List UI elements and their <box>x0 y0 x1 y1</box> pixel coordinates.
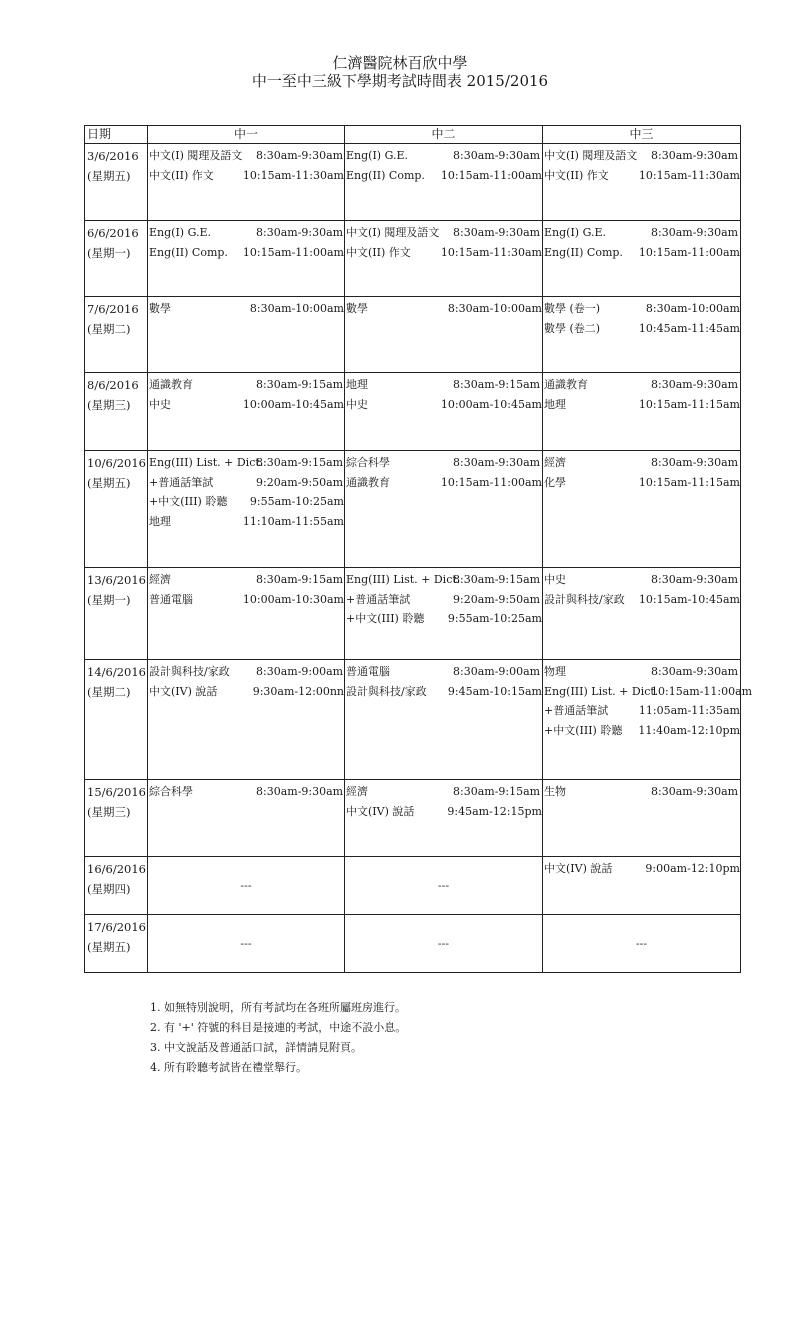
exam-subject: Eng(I) G.E. <box>544 226 606 239</box>
exam-time: 8:30am-9:30am <box>651 456 739 469</box>
exam-weekday: (星期一) <box>87 246 131 260</box>
exam-time: 10:00am-10:45am <box>440 397 542 411</box>
exam-subject: +中文(III) 聆聽 <box>346 612 425 625</box>
exam-subject: Eng(III) List. + Dict. <box>544 684 659 698</box>
date-cell <box>85 660 148 780</box>
schedule-cell <box>345 144 543 221</box>
exam-date: 6/6/2016 <box>87 226 139 240</box>
exam-entry <box>149 473 344 493</box>
date-cell <box>85 221 148 297</box>
empty-cell: --- <box>543 915 741 973</box>
exam-weekday: (星期五) <box>87 940 131 954</box>
schedule-cell <box>543 857 741 915</box>
exam-list <box>543 221 740 262</box>
schedule-cell <box>345 568 543 660</box>
note-item: 4. 所有聆聽考試皆在禮堂舉行。 <box>150 1061 307 1074</box>
exam-time: 10:15am-11:30am <box>242 168 344 182</box>
exam-entry <box>346 802 542 822</box>
exam-subject: Eng(III) List. + Dict. <box>149 456 264 469</box>
exam-time: 10:15am-10:45am <box>638 592 740 606</box>
exam-subject: 通識教育 <box>544 378 588 391</box>
exam-entry <box>149 395 344 415</box>
empty-cell: --- <box>345 857 543 915</box>
exam-time: 10:15am-11:00am <box>440 168 542 182</box>
note-item: 2. 有 '+' 符號的科目是接連的考試，中途不設小息。 <box>150 1021 407 1034</box>
exam-list <box>148 660 344 701</box>
exam-time: 8:30am-9:15am <box>453 378 541 391</box>
exam-subject: 中史 <box>149 397 171 411</box>
exam-time: 8:30am-9:15am <box>453 785 541 798</box>
exam-subject: 中文(II) 作文 <box>346 245 411 259</box>
exam-time: 8:30am-10:00am <box>249 302 344 315</box>
exam-weekday: (星期四) <box>87 882 131 896</box>
exam-subject: 數學 (卷二) <box>544 321 601 335</box>
exam-entry <box>346 662 542 682</box>
exam-subject: 通識教育 <box>346 475 390 489</box>
exam-entry <box>149 146 344 166</box>
exam-entry <box>149 682 344 702</box>
schedule-cell <box>345 660 543 780</box>
exam-time: 8:30am-9:30am <box>651 226 739 239</box>
exam-subject: Eng(II) Comp. <box>149 245 228 259</box>
schedule-cell <box>148 373 345 451</box>
date-cell <box>85 451 148 568</box>
exam-list <box>345 568 542 629</box>
exam-subject: 數學 (卷一) <box>544 302 601 315</box>
exam-time: 10:15am-11:00am <box>440 475 542 489</box>
schedule-cell <box>543 568 741 660</box>
exam-time: 8:30am-9:15am <box>453 573 541 586</box>
exam-weekday: (星期一) <box>87 593 131 607</box>
exam-subject: 中文(IV) 說話 <box>149 684 218 698</box>
exam-time: 9:55am-10:25am <box>447 612 542 625</box>
exam-list <box>543 297 740 338</box>
schedule-cell <box>148 451 345 568</box>
note-item: 3. 中文說話及普通話口試，詳情請見附頁。 <box>150 1041 362 1054</box>
exam-entry <box>149 299 344 319</box>
schedule-cell <box>345 451 543 568</box>
date-cell <box>85 373 148 451</box>
exam-subject: 地理 <box>149 514 171 528</box>
exam-weekday: (星期三) <box>87 398 131 412</box>
exam-entry <box>544 682 753 702</box>
header-date: 日期 <box>85 126 148 144</box>
note-item: 1. 如無特別說明，所有考試均在各班所屬班房進行。 <box>150 1001 406 1014</box>
schedule-cell <box>148 297 345 373</box>
date-cell <box>85 144 148 221</box>
exam-list <box>345 144 542 185</box>
exam-entry <box>544 473 740 493</box>
exam-entry <box>346 453 542 473</box>
exam-subject: 數學 <box>346 302 368 315</box>
timetable-row <box>85 568 741 660</box>
exam-subject: 中文(IV) 說話 <box>346 804 415 818</box>
exam-list <box>148 297 344 319</box>
date-cell <box>85 857 148 915</box>
exam-time: 8:30am-9:30am <box>651 665 739 678</box>
exam-entry <box>346 473 542 493</box>
exam-entry <box>544 243 740 263</box>
exam-entry <box>544 395 740 415</box>
exam-subject: 普通電腦 <box>346 665 390 678</box>
timetable-row <box>85 915 741 973</box>
exam-subject: 普通電腦 <box>149 592 193 606</box>
exam-time: 11:05am-11:35am <box>638 704 740 717</box>
exam-subject: Eng(II) Comp. <box>544 245 623 259</box>
schedule-cell <box>345 373 543 451</box>
schedule-cell <box>148 144 345 221</box>
timetable-body <box>85 144 753 973</box>
exam-entry <box>544 701 740 721</box>
exam-list <box>148 780 344 802</box>
header-form2: 中二 <box>345 126 543 144</box>
exam-list <box>148 568 344 609</box>
exam-subject: Eng(III) List. + Dict. <box>346 573 461 586</box>
exam-time: 8:30am-9:15am <box>256 573 344 586</box>
schedule-cell <box>543 144 741 221</box>
exam-time: 8:30am-9:00am <box>453 665 541 678</box>
exam-time: 8:30am-9:30am <box>651 785 739 798</box>
exam-entry <box>544 570 740 590</box>
exam-time: 10:15am-11:00am <box>242 245 344 259</box>
exam-list <box>345 297 542 319</box>
exam-subject: 地理 <box>544 397 566 411</box>
schedule-cell <box>345 297 543 373</box>
exam-time: 9:20am-9:50am <box>256 475 344 489</box>
schedule-cell <box>543 297 741 373</box>
exam-time: 9:55am-10:25am <box>249 495 344 508</box>
exam-time: 9:45am-12:15pm <box>447 804 542 818</box>
exam-subject: 設計與科技/家政 <box>544 592 625 606</box>
header-row <box>85 126 741 144</box>
exam-list <box>543 144 740 185</box>
exam-weekday: (星期二) <box>87 322 131 336</box>
exam-entry <box>149 453 344 473</box>
exam-subject: 設計與科技/家政 <box>149 665 230 678</box>
exam-subject: +中文(III) 聆聽 <box>149 495 228 508</box>
exam-time: 10:15am-11:00am <box>651 684 753 698</box>
exam-list <box>543 780 740 802</box>
exam-subject: 數學 <box>149 302 171 315</box>
schedule-cell <box>543 660 753 780</box>
exam-time: 8:30am-10:00am <box>447 302 542 315</box>
exam-time: 10:15am-11:30am <box>638 168 740 182</box>
exam-time: 9:20am-9:50am <box>453 592 541 606</box>
exam-entry <box>149 512 344 532</box>
exam-list <box>345 780 542 821</box>
exam-time: 8:30am-9:15am <box>256 456 344 469</box>
date-cell <box>85 780 148 857</box>
exam-entry <box>544 782 740 802</box>
timetable-title: 中一至中三級下學期考試時間表 2015/2016 <box>251 72 549 90</box>
exam-weekday: (星期三) <box>87 805 131 819</box>
exam-time: 8:30am-9:15am <box>256 378 344 391</box>
exam-entry <box>544 590 740 610</box>
exam-subject: +普通話筆試 <box>149 475 214 489</box>
exam-subject: 中文(I) 閱理及語文 <box>149 149 243 162</box>
exam-time: 8:30am-9:30am <box>651 573 739 586</box>
exam-subject: Eng(I) G.E. <box>346 149 408 162</box>
timetable-row <box>85 297 741 373</box>
schedule-cell <box>148 780 345 857</box>
schedule-cell <box>543 780 741 857</box>
school-name: 仁濟醫院林百欣中學 <box>332 54 468 72</box>
exam-list <box>345 660 542 701</box>
exam-list <box>345 373 542 414</box>
exam-subject: 中文(I) 閱理及語文 <box>346 226 440 239</box>
exam-time: 8:30am-9:30am <box>651 149 739 162</box>
exam-subject: 生物 <box>544 785 566 798</box>
exam-entry <box>346 166 542 186</box>
exam-subject: 中史 <box>544 573 566 586</box>
exam-subject: +普通話筆試 <box>544 704 609 717</box>
exam-entry <box>346 395 542 415</box>
exam-entry <box>149 782 344 802</box>
exam-entry <box>544 375 740 395</box>
exam-subject: 經濟 <box>346 785 368 798</box>
schedule-cell <box>345 780 543 857</box>
exam-entry <box>346 299 542 319</box>
exam-time: 8:30am-10:00am <box>645 302 740 315</box>
exam-date: 7/6/2016 <box>87 302 139 316</box>
exam-entry <box>149 570 344 590</box>
exam-entry <box>149 223 344 243</box>
exam-list <box>345 451 542 492</box>
timetable-row <box>85 144 741 221</box>
exam-time: 8:30am-9:30am <box>256 149 344 162</box>
exam-entry <box>346 782 542 802</box>
schedule-cell <box>543 373 741 451</box>
exam-entry <box>544 721 740 741</box>
exam-subject: Eng(I) G.E. <box>149 226 211 239</box>
exam-time: 8:30am-9:30am <box>453 456 541 469</box>
exam-list <box>543 660 753 740</box>
exam-time: 10:00am-10:45am <box>242 397 344 411</box>
exam-entry <box>544 166 740 186</box>
exam-list <box>543 857 740 879</box>
exam-timetable <box>84 125 753 973</box>
exam-entry <box>346 223 542 243</box>
exam-subject: 經濟 <box>149 573 171 586</box>
exam-entry <box>544 662 740 682</box>
timetable-row <box>85 373 741 451</box>
exam-entry <box>149 492 344 512</box>
exam-time: 10:45am-11:45am <box>638 321 740 335</box>
schedule-cell <box>543 221 741 297</box>
exam-subject: 物理 <box>544 665 566 678</box>
exam-date: 16/6/2016 <box>87 862 146 876</box>
exam-weekday: (星期五) <box>87 169 131 183</box>
exam-entry <box>149 662 344 682</box>
timetable-row <box>85 857 741 915</box>
exam-subject: 中文(I) 閱理及語文 <box>544 149 638 162</box>
exam-subject: 中文(II) 作文 <box>149 168 214 182</box>
date-cell <box>85 915 148 973</box>
exam-time: 8:30am-9:30am <box>256 785 344 798</box>
timetable-row <box>85 451 741 568</box>
exam-weekday: (星期二) <box>87 685 131 699</box>
exam-entry <box>346 146 542 166</box>
exam-subject: 綜合科學 <box>149 785 193 798</box>
exam-time: 10:15am-11:15am <box>638 475 740 489</box>
exam-list <box>148 451 344 531</box>
exam-entry <box>544 299 740 319</box>
schedule-cell <box>148 660 345 780</box>
empty-cell: --- <box>345 915 543 973</box>
exam-time: 10:00am-10:30am <box>242 592 344 606</box>
exam-time: 8:30am-9:30am <box>453 149 541 162</box>
exam-date: 17/6/2016 <box>87 920 146 934</box>
exam-list <box>148 144 344 185</box>
exam-weekday: (星期五) <box>87 476 131 490</box>
exam-date: 15/6/2016 <box>87 785 146 799</box>
exam-entry <box>149 243 344 263</box>
exam-entry <box>544 319 740 339</box>
exam-subject: 經濟 <box>544 456 566 469</box>
exam-time: 8:30am-9:00am <box>256 665 344 678</box>
exam-entry <box>346 682 542 702</box>
exam-subject: 設計與科技/家政 <box>346 684 427 698</box>
schedule-cell <box>345 221 543 297</box>
exam-entry <box>544 859 740 879</box>
exam-entry <box>346 375 542 395</box>
exam-time: 8:30am-9:30am <box>256 226 344 239</box>
empty-cell: --- <box>148 857 345 915</box>
exam-entry <box>544 223 740 243</box>
exam-date: 3/6/2016 <box>87 149 139 163</box>
exam-subject: 中文(IV) 說話 <box>544 862 613 875</box>
exam-list <box>148 221 344 262</box>
timetable-row <box>85 780 741 857</box>
exam-subject: 通識教育 <box>149 378 193 391</box>
exam-time: 9:00am-12:10pm <box>645 862 740 875</box>
exam-time: 10:15am-11:15am <box>638 397 740 411</box>
exam-time: 9:45am-10:15am <box>447 684 542 698</box>
exam-subject: 化學 <box>544 475 566 489</box>
exam-list <box>345 221 542 262</box>
header-form1: 中一 <box>148 126 345 144</box>
exam-subject: Eng(II) Comp. <box>346 168 425 182</box>
exam-entry <box>544 146 740 166</box>
exam-date: 14/6/2016 <box>87 665 146 679</box>
exam-time: 10:15am-11:00am <box>638 245 740 259</box>
exam-time: 9:30am-12:00nn <box>252 684 344 698</box>
exam-entry <box>346 590 542 610</box>
exam-entry <box>346 570 542 590</box>
schedule-cell <box>148 221 345 297</box>
header-form3: 中三 <box>543 126 741 144</box>
schedule-cell <box>543 451 741 568</box>
exam-list <box>543 568 740 609</box>
date-cell <box>85 297 148 373</box>
exam-list <box>543 373 740 414</box>
exam-list <box>148 373 344 414</box>
exam-subject: 中史 <box>346 397 368 411</box>
exam-date: 8/6/2016 <box>87 378 139 392</box>
exam-subject: 中文(II) 作文 <box>544 168 609 182</box>
exam-entry <box>149 375 344 395</box>
exam-subject: +中文(III) 聆聽 <box>544 723 623 737</box>
exam-subject: 地理 <box>346 378 368 391</box>
exam-entry <box>346 243 542 263</box>
timetable-row <box>85 221 741 297</box>
exam-entry <box>346 609 542 629</box>
exam-time: 11:40am-12:10pm <box>638 723 740 737</box>
schedule-cell <box>148 568 345 660</box>
exam-list <box>543 451 740 492</box>
exam-time: 10:15am-11:30am <box>440 245 542 259</box>
timetable-row <box>85 660 741 780</box>
empty-cell: --- <box>148 915 345 973</box>
date-cell <box>85 568 148 660</box>
exam-subject: +普通話筆試 <box>346 592 411 606</box>
exam-entry <box>149 166 344 186</box>
exam-date: 13/6/2016 <box>87 573 146 587</box>
notes <box>150 998 406 1078</box>
exam-time: 8:30am-9:30am <box>453 226 541 239</box>
exam-entry <box>544 453 740 473</box>
exam-time: 8:30am-9:30am <box>651 378 739 391</box>
exam-subject: 綜合科學 <box>346 456 390 469</box>
exam-date: 10/6/2016 <box>87 456 146 470</box>
exam-entry <box>149 590 344 610</box>
exam-time: 11:10am-11:55am <box>242 514 344 528</box>
